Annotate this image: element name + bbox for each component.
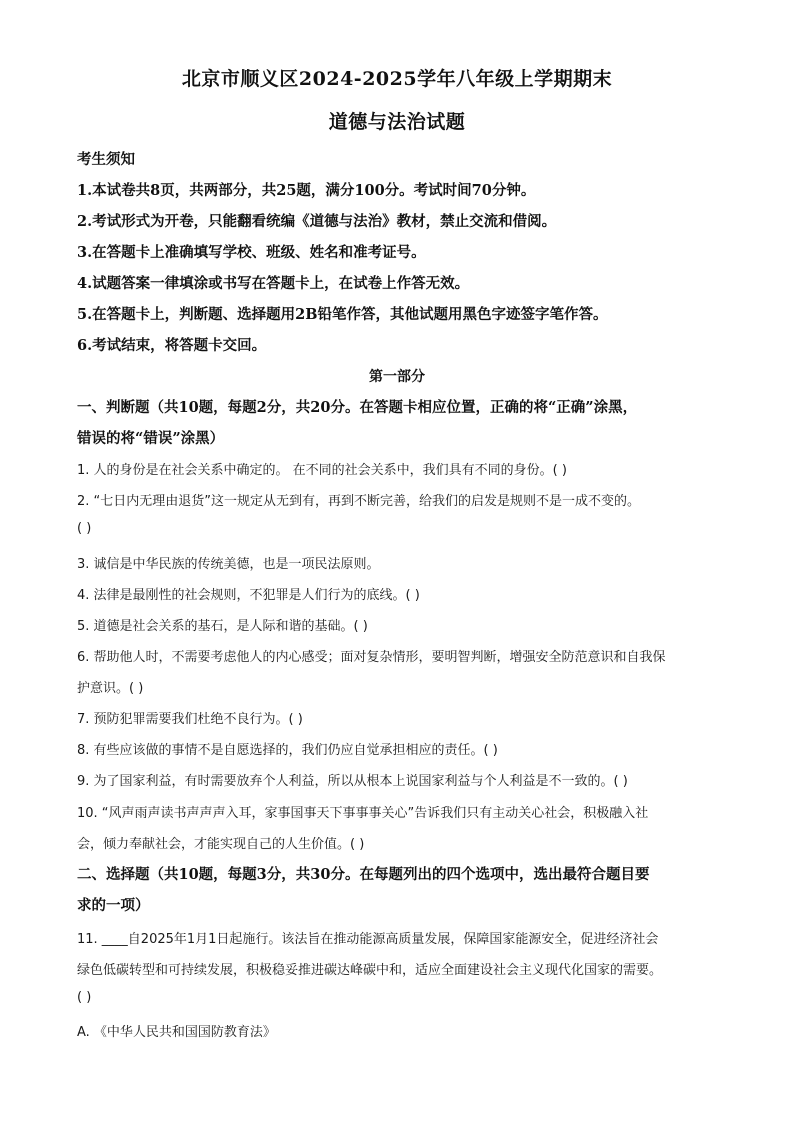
notice-item-5: 5.在答题卡上，判断题、选择题用2B铅笔作答，其他试题用黑色字迹签字笔作答。 [77,306,608,323]
question-line: 2. “七日内无理由退货”这一规定从无到有，再到不断完善，给我们的启发是规则不是一成不变的。 [77,494,641,509]
question-line: 会，倾力奉献社会，才能实现自己的人生价值。( ) [77,837,365,852]
question-line: 6. 帮助他人时，不需要考虑他人的内心感受；面对复杂情形，要明智判断，增强安全防范意识和自我保 [77,650,666,665]
question-line: 7. 预防犯罪需要我们杜绝不良行为。( ) [77,712,303,727]
answer-option-a: A. 《中华人民共和国国防教育法》 [77,1025,276,1040]
question-line: 绿色低碳转型和可持续发展，积极稳妥推进碳达峰碳中和，适应全面建设社会主义现代化国家的需要。 [77,963,663,978]
part-one-heading: 第一部分 [369,369,425,385]
notice-heading: 考生须知 [77,151,135,168]
question-line: 8. 有些应该做的事情不是自愿选择的，我们仍应自觉承担相应的责任。( ) [77,743,498,758]
notice-item-3: 3.在答题卡上准确填写学校、班级、姓名和准考证号。 [77,244,426,261]
question-line: 5. 道德是社会关系的基石，是人际和谐的基础。( ) [77,619,368,634]
exam-title: 北京市顺义区2024-2025学年八年级上学期期末 [181,68,613,90]
exam-subtitle: 道德与法治试题 [328,111,466,133]
question-line: 11. ____自2025年1月1日起施行。该法旨在推动能源高质量发展，保障国家能源安全，促进经济社会 [77,932,659,947]
question-line: 4. 法律是最刚性的社会规则，不犯罪是人们行为的底线。( ) [77,588,420,603]
question-line: 1. 人的身份是在社会关系中确定的。 在不同的社会关系中，我们具有不同的身份。( ) [77,463,567,478]
question-line: ( ) [77,521,92,536]
section-one-heading: 一、判断题（共10题，每题2分，共20分。在答题卡相应位置，正确的将“正确”涂黑， [77,399,638,416]
notice-item-6: 6.考试结束，将答题卡交回。 [77,337,267,354]
question-line: 9. 为了国家利益，有时需要放弃个人利益，所以从根本上说国家利益与个人利益是不一致的。( ) [77,774,628,789]
question-line: 10. “风声雨声读书声声声入耳，家事国事天下事事事关心”告诉我们只有主动关心社会，积极融入社 [77,806,649,821]
question-line: 护意识。( ) [77,681,144,696]
question-line: ( ) [77,990,92,1005]
notice-item-2: 2.考试形式为开卷，只能翻看统编《道德与法治》教材，禁止交流和借阅。 [77,213,557,230]
notice-item-1: 1.本试卷共8页，共两部分，共25题，满分100分。考试时间70分钟。 [77,182,536,199]
question-line: 3. 诚信是中华民族的传统美德，也是一项民法原则。 [77,557,380,572]
section-two-heading-cont: 求的一项） [77,897,150,914]
notice-item-4: 4.试题答案一律填涂或书写在答题卡上，在试卷上作答无效。 [77,275,470,292]
section-one-heading-cont: 错误的将“错误”涂黑） [77,430,225,447]
section-two-heading: 二、选择题（共10题，每题3分，共30分。在每题列出的四个选项中，选出最符合题目要 [77,866,650,883]
